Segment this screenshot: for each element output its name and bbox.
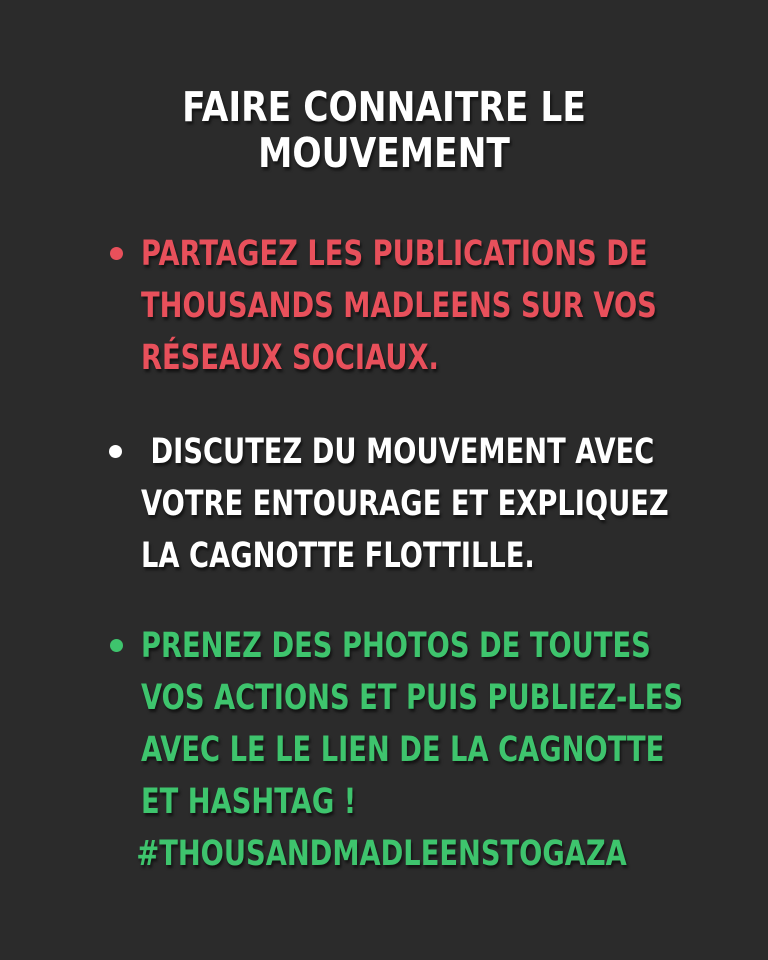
bullet-line: VOS ACTIONS ET PUIS PUBLIEZ-LES [141, 678, 684, 718]
bullet-line: VOTRE ENTOURAGE ET EXPLIQUEZ [141, 484, 669, 524]
bullet-line: ET HASHTAG ! [141, 782, 357, 822]
bullet-line: RÉSEAUX SOCIAUX. [141, 338, 439, 378]
page-title [61, 84, 706, 176]
bullet-text [141, 228, 734, 384]
bullet-dot-icon [110, 247, 123, 260]
title-line-2: MOUVEMENT [258, 129, 510, 177]
bullet-dot-icon [109, 445, 122, 458]
hashtag: #THOUSANDMADLEENSTOGAZA [136, 834, 627, 874]
bullet-line: DISCUTEZ DU MOUVEMENT AVEC [141, 432, 655, 472]
bullet-dot-icon [110, 639, 123, 652]
bullet-line: PARTAGEZ LES PUBLICATIONS DE [141, 234, 648, 274]
bullet-line: AVEC LE LE LIEN DE LA CAGNOTTE [141, 730, 665, 770]
bullet-line: LA CAGNOTTE FLOTTILLE. [141, 536, 535, 576]
bullet-text [136, 620, 734, 880]
bullet-text [141, 426, 734, 582]
bullet-line: PRENEZ DES PHOTOS DE TOUTES [141, 626, 651, 666]
bullet-line: THOUSANDS MADLEENS SUR VOS [141, 286, 657, 326]
title-line-1: FAIRE CONNAITRE LE [182, 83, 586, 131]
